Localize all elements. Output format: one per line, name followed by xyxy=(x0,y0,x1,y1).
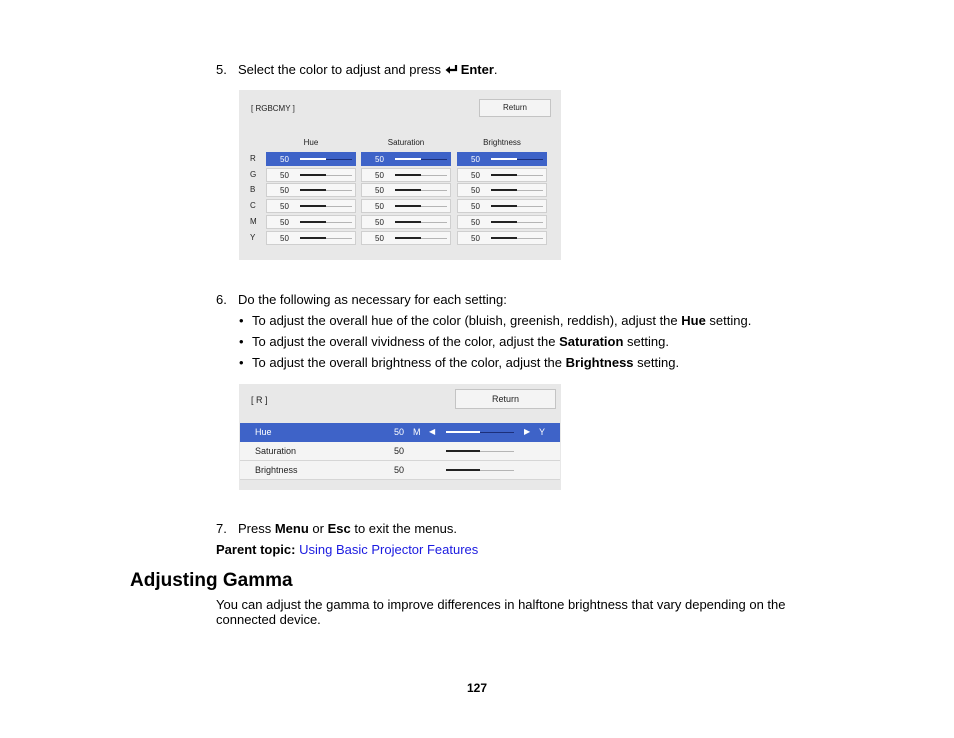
row-label-b: B xyxy=(250,185,256,194)
slider-cell-b-hue[interactable] xyxy=(266,183,356,197)
section-body-line1: You can adjust the gamma to improve differences in halftone brightness that vary depending on the xyxy=(216,597,786,612)
slider-cell-y-brightness[interactable] xyxy=(457,231,547,245)
arrow-left-icon[interactable]: ◀ xyxy=(429,427,436,436)
screen-title: [ RGBCMY ] xyxy=(251,104,295,113)
section-body-line2: connected device. xyxy=(216,612,321,627)
column-header-hue: Hue xyxy=(303,138,319,147)
slider-value: 50 xyxy=(471,202,480,211)
setting-row-saturation[interactable] xyxy=(240,442,560,461)
bullet-item xyxy=(239,334,669,349)
slider-track[interactable] xyxy=(491,238,543,239)
slider-value: 50 xyxy=(375,186,384,195)
slider-fill xyxy=(491,189,517,191)
enter-key-icon xyxy=(445,64,458,79)
setting-label: Saturation xyxy=(255,446,297,456)
bullet-marker: • xyxy=(239,313,244,328)
slider-fill xyxy=(491,237,517,239)
slider-fill xyxy=(395,174,421,176)
slider-track[interactable] xyxy=(300,222,352,223)
slider-value: 50 xyxy=(280,186,289,195)
bullet-bold: Saturation xyxy=(559,334,624,349)
slider-value: 50 xyxy=(375,202,384,211)
bullet-tail: setting. xyxy=(633,355,680,370)
slider-track[interactable] xyxy=(491,175,543,176)
slider-cell-r-brightness[interactable] xyxy=(457,152,547,166)
row-label-y: Y xyxy=(250,233,256,242)
slider-fill xyxy=(300,174,326,176)
setting-row-hue[interactable] xyxy=(240,423,560,442)
slider-value: 50 xyxy=(280,171,289,180)
parent-topic-label: Parent topic: xyxy=(216,542,296,557)
step-text: Do the following as necessary for each setting: xyxy=(238,292,507,307)
return-button[interactable]: Return xyxy=(455,389,556,409)
slider-fill xyxy=(491,205,517,207)
slider-track[interactable] xyxy=(395,190,447,191)
column-header-brightness: Brightness xyxy=(483,138,521,147)
setting-label: Brightness xyxy=(255,465,298,475)
bullet-marker: • xyxy=(239,355,244,370)
step-text-mid: or xyxy=(308,521,328,536)
step-text: Press xyxy=(238,521,275,536)
range-end-label: Y xyxy=(539,427,546,437)
slider-track[interactable] xyxy=(300,175,352,176)
setting-value: 50 xyxy=(394,465,405,475)
step-tail: . xyxy=(493,62,498,77)
bullet-tail: setting. xyxy=(623,334,669,349)
slider-track[interactable] xyxy=(300,190,352,191)
hue-slider-track[interactable] xyxy=(446,432,514,433)
slider-cell-g-saturation[interactable] xyxy=(361,168,451,182)
step-number: 6. xyxy=(216,292,227,307)
brightness-slider-track[interactable] xyxy=(446,470,514,471)
r-adjust-screenshot xyxy=(239,384,561,490)
step-number: 5. xyxy=(216,62,227,77)
bullet-text: To adjust the overall vividness of the color, adjust the xyxy=(252,334,560,349)
slider-fill xyxy=(395,158,421,160)
step-number: 7. xyxy=(216,521,227,536)
range-start-label: M xyxy=(413,427,421,437)
slider-cell-r-saturation[interactable] xyxy=(361,152,451,166)
screen-title: [ R ] xyxy=(251,395,268,405)
section-heading: Adjusting Gamma xyxy=(130,570,293,591)
row-label-c: C xyxy=(250,201,256,210)
slider-cell-g-brightness[interactable] xyxy=(457,168,547,182)
slider-fill xyxy=(300,205,326,207)
slider-fill xyxy=(300,221,326,223)
slider-cell-g-hue[interactable] xyxy=(266,168,356,182)
slider-fill xyxy=(395,189,421,191)
slider-value: 50 xyxy=(471,218,480,227)
bullet-tail: setting. xyxy=(705,313,752,328)
row-label-g: G xyxy=(250,170,257,179)
arrow-right-icon[interactable]: ▶ xyxy=(524,427,531,436)
slider-value: 50 xyxy=(375,234,384,243)
slider-value: 50 xyxy=(375,218,384,227)
slider-cell-c-hue[interactable] xyxy=(266,199,356,213)
step-tail: to exit the menus. xyxy=(350,521,457,536)
slider-cell-m-brightness[interactable] xyxy=(457,215,547,229)
slider-track[interactable] xyxy=(395,159,447,160)
slider-track[interactable] xyxy=(395,175,447,176)
bullet-item xyxy=(239,313,751,328)
slider-track[interactable] xyxy=(395,206,447,207)
esc-key-label: Esc xyxy=(327,521,351,536)
slider-value: 50 xyxy=(375,171,384,180)
slider-fill xyxy=(300,158,326,160)
slider-cell-m-hue[interactable] xyxy=(266,215,356,229)
bullet-bold: Brightness xyxy=(565,355,634,370)
slider-fill xyxy=(300,237,326,239)
bullet-marker: • xyxy=(239,334,244,349)
slider-fill xyxy=(491,174,517,176)
return-button[interactable]: Return xyxy=(479,99,551,117)
slider-value: 50 xyxy=(471,234,480,243)
brightness-slider-fill xyxy=(446,469,480,471)
slider-fill xyxy=(395,237,421,239)
bullet-item xyxy=(239,355,679,370)
slider-track[interactable] xyxy=(491,159,543,160)
menu-key-label: Menu xyxy=(274,521,309,536)
row-label-r: R xyxy=(250,154,256,163)
slider-value: 50 xyxy=(471,171,480,180)
slider-value: 50 xyxy=(280,234,289,243)
slider-cell-b-saturation[interactable] xyxy=(361,183,451,197)
setting-value: 50 xyxy=(394,427,405,437)
slider-track[interactable] xyxy=(300,159,352,160)
slider-cell-r-hue[interactable] xyxy=(266,152,356,166)
slider-fill xyxy=(300,189,326,191)
slider-value: 50 xyxy=(280,155,289,164)
slider-fill xyxy=(395,221,421,223)
slider-track[interactable] xyxy=(395,238,447,239)
column-header-saturation: Saturation xyxy=(387,138,425,147)
step-6 xyxy=(216,292,507,307)
slider-fill xyxy=(491,158,517,160)
slider-track[interactable] xyxy=(491,222,543,223)
slider-fill xyxy=(491,221,517,223)
slider-cell-m-saturation[interactable] xyxy=(361,215,451,229)
step-text: Select the color to adjust and press xyxy=(238,62,445,77)
slider-track[interactable] xyxy=(395,222,447,223)
slider-track[interactable] xyxy=(491,206,543,207)
saturation-slider-track[interactable] xyxy=(446,451,514,452)
hue-slider-fill xyxy=(446,431,480,433)
step-7 xyxy=(216,521,457,536)
page-number: 127 xyxy=(466,681,488,695)
slider-track[interactable] xyxy=(491,190,543,191)
bullet-text: To adjust the overall hue of the color (bluish, greenish, reddish), adjust the xyxy=(252,313,682,328)
parent-topic-link[interactable]: Using Basic Projector Features xyxy=(299,542,479,557)
slider-value: 50 xyxy=(280,202,289,211)
setting-value: 50 xyxy=(394,446,405,456)
slider-value: 50 xyxy=(471,155,480,164)
setting-row-brightness[interactable] xyxy=(240,461,560,480)
rgbcmy-screenshot xyxy=(239,90,561,260)
slider-cell-y-hue[interactable] xyxy=(266,231,356,245)
slider-value: 50 xyxy=(375,155,384,164)
step-5 xyxy=(216,62,498,79)
slider-cell-y-saturation[interactable] xyxy=(361,231,451,245)
saturation-slider-fill xyxy=(446,450,480,452)
enter-key-label: Enter xyxy=(460,62,494,77)
slider-value: 50 xyxy=(280,218,289,227)
bullet-bold: Hue xyxy=(681,313,706,328)
slider-fill xyxy=(395,205,421,207)
slider-track[interactable] xyxy=(300,238,352,239)
slider-cell-c-saturation[interactable] xyxy=(361,199,451,213)
parent-topic xyxy=(216,542,478,557)
row-label-m: M xyxy=(250,217,257,226)
slider-cell-b-brightness[interactable] xyxy=(457,183,547,197)
slider-track[interactable] xyxy=(300,206,352,207)
bullet-text: To adjust the overall brightness of the color, adjust the xyxy=(252,355,566,370)
setting-label: Hue xyxy=(255,427,272,437)
slider-value: 50 xyxy=(471,186,480,195)
slider-cell-c-brightness[interactable] xyxy=(457,199,547,213)
